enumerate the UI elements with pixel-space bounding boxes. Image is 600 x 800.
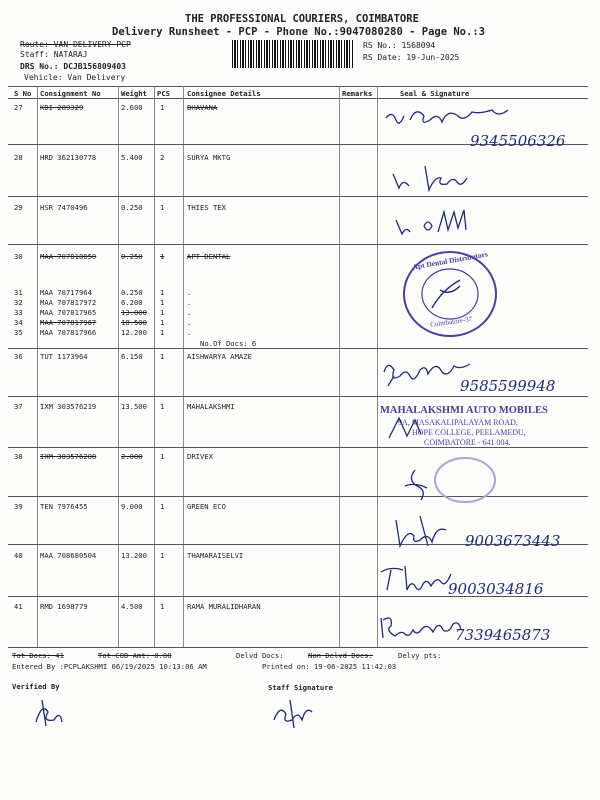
header-rule-top <box>8 86 588 87</box>
row-weight: 5.400 <box>121 153 143 162</box>
row-weight: 2.600 <box>121 103 143 112</box>
signature-row-37 <box>385 410 445 446</box>
row-separator <box>8 647 588 648</box>
row-sno: 29 <box>14 203 23 212</box>
row-pcs: 1 <box>160 203 165 212</box>
row-pcs: 2 <box>160 153 165 162</box>
row-sno: 32 <box>14 298 23 307</box>
row-pcs: 1 <box>160 318 165 327</box>
row-weight: 0.250 <box>121 288 143 297</box>
delivery-points: Delvy pts: <box>398 651 442 660</box>
stamp-dental-city: Coimbatore-37 <box>429 315 473 329</box>
row-sno: 33 <box>14 308 23 317</box>
row-consignment: IXM 303576219 <box>40 402 97 411</box>
row-consignment: RMD 1698779 <box>40 602 88 611</box>
phone-row-40: 9003034816 <box>448 580 544 598</box>
total-cod-amount: Tot COD Amt: 0.00 <box>98 651 172 660</box>
stamp-auto-name: MAHALAKSHMI AUTO MOBILES <box>380 405 548 416</box>
row-sno: 31 <box>14 288 23 297</box>
row-consignee: DRIVEX <box>187 452 213 461</box>
row-sno: 39 <box>14 502 23 511</box>
phone-row-41: 7339465873 <box>455 626 551 644</box>
signature-row-39 <box>390 510 470 554</box>
col-pcs: PCS <box>157 89 170 98</box>
row-weight: 2.000 <box>121 452 143 461</box>
col-divider <box>118 86 119 648</box>
row-weight: 9.000 <box>121 502 143 511</box>
row-consignment: IXM 303576208 <box>40 452 97 461</box>
row-weight: 6.150 <box>121 352 143 361</box>
row-pcs: 1 <box>160 288 165 297</box>
row-weight: 0.250 <box>121 203 143 212</box>
stamp-auto-line2: HOPE COLLEGE, PEELAMEDU, <box>412 428 526 437</box>
row-pcs: 1 <box>160 502 165 511</box>
rs-date: RS Date: 19-Jun-2025 <box>363 53 460 62</box>
row-consignee: . <box>187 298 192 307</box>
entered-by: Entered By :PCPLAKSHMI 06/19/2025 10:13:06 AM <box>12 662 207 671</box>
row-pcs: 1 <box>160 551 165 560</box>
row-separator <box>8 348 588 349</box>
staff-signature-label: Staff Signature <box>268 683 333 692</box>
col-divider <box>183 86 184 648</box>
phone-row-36: 9585599948 <box>460 377 556 395</box>
col-weight: Weight <box>121 89 147 98</box>
row-weight: 13.200 <box>121 551 147 560</box>
row-consignee: SURYA MKTG <box>187 153 231 162</box>
col-sno: S No <box>14 89 32 98</box>
row-consignee: THIES TEX <box>187 203 226 212</box>
row-consignment: MAA 707818050 <box>40 252 97 261</box>
row-pcs: 1 <box>160 252 165 261</box>
row-consignee: RAMA MURALIDHARAN <box>187 602 261 611</box>
row-consignee: MAHALAKSHMI <box>187 402 235 411</box>
header-rule-bottom <box>8 98 588 99</box>
row-weight: 6.200 <box>121 298 143 307</box>
row-pcs: 1 <box>160 452 165 461</box>
stamp-auto-line3: COIMBATORE - 641 004. <box>424 438 511 447</box>
row-consignment: MAA 707817972 <box>40 298 97 307</box>
row-sno: 40 <box>14 551 23 560</box>
row-separator <box>8 196 588 197</box>
col-consignment: Consignment No <box>40 89 101 98</box>
row-pcs: 1 <box>160 602 165 611</box>
row-consignee: GREEN ECO <box>187 502 226 511</box>
vehicle-field: Vehicle: Van Delivery <box>24 73 126 82</box>
row-separator <box>8 244 588 245</box>
row-consignee: . <box>187 308 192 317</box>
row-consignee: APT DENTAL <box>187 252 231 261</box>
row-consignee: . <box>187 318 192 327</box>
row-sno: 27 <box>14 103 23 112</box>
row-consignment: MAA 707817967 <box>40 318 97 327</box>
row-sno: 35 <box>14 328 23 337</box>
row-sno: 34 <box>14 318 23 327</box>
col-consignee: Consignee Details <box>187 89 261 98</box>
group-docs-note: No.Of Docs: 6 <box>200 339 257 348</box>
runsheet-subtitle: Delivery Runsheet - PCP - Phone No.:9047080280 - Page No.:3 <box>112 26 485 38</box>
row-pcs: 1 <box>160 328 165 337</box>
rs-number: RS No.: 1568094 <box>363 41 436 50</box>
row-consignment: MAA 70717964 <box>40 288 92 297</box>
staff-field: Staff: NATARAJ <box>20 50 88 59</box>
col-divider <box>339 86 340 648</box>
signature-row-38 <box>395 450 505 506</box>
row-pcs: 1 <box>160 352 165 361</box>
row-weight: 12.200 <box>121 328 147 337</box>
signature-row-28 <box>385 158 495 198</box>
row-pcs: 1 <box>160 308 165 317</box>
row-sno: 30 <box>14 252 23 261</box>
row-sno: 38 <box>14 452 23 461</box>
row-sno: 37 <box>14 402 23 411</box>
row-weight: 0.250 <box>121 252 143 261</box>
row-consignment: HSR 7470496 <box>40 203 88 212</box>
row-weight: 13.000 <box>121 308 147 317</box>
row-consignee: AISHWARYA AMAZE <box>187 352 252 361</box>
col-divider <box>154 86 155 648</box>
row-consignment: MAA 707817965 <box>40 308 97 317</box>
verified-signature <box>28 692 68 732</box>
row-consignee: . <box>187 328 192 337</box>
row-separator <box>8 447 588 448</box>
phone-row-39: 9003673443 <box>465 532 561 550</box>
row-weight: 13.500 <box>121 402 147 411</box>
phone-row-27: 9345506326 <box>470 132 566 150</box>
row-weight: 18.500 <box>121 318 147 327</box>
row-pcs: 1 <box>160 402 165 411</box>
staff-signature <box>268 694 318 734</box>
verified-by-label: Verified By <box>12 682 60 691</box>
total-docs: Tot Docs: 41 <box>12 651 64 660</box>
row-consignment: HRD 362130778 <box>40 153 97 162</box>
printed-on: Printed on: 19-06-2025 11:42:03 <box>262 662 397 671</box>
row-consignee: THAMARAISELVI <box>187 551 244 560</box>
row-sno: 36 <box>14 352 23 361</box>
row-sno: 41 <box>14 602 23 611</box>
non-delivered-docs: Non Delvd Docs: <box>308 651 373 660</box>
col-seal: Seal & Signature <box>400 89 470 98</box>
row-consignee: . <box>187 288 192 297</box>
stamp-auto-line1: 9A, MASAKALIPALAYAM ROAD, <box>398 418 518 427</box>
row-consignment: TEN 7976455 <box>40 502 88 511</box>
row-separator <box>8 396 588 397</box>
row-consignment: MAA 707817966 <box>40 328 97 337</box>
row-weight: 4.500 <box>121 602 143 611</box>
route-field: Route: VAN DELIVERY PCP <box>20 40 131 49</box>
drs-number: DRS No.: DCJB156809403 <box>20 62 126 71</box>
delivered-docs: Delvd Docs: <box>236 651 284 660</box>
row-sno: 28 <box>14 153 23 162</box>
row-consignment: KDI 289329 <box>40 103 84 112</box>
row-pcs: 1 <box>160 103 165 112</box>
company-name: THE PROFESSIONAL COURIERS, COIMBATORE <box>185 13 419 25</box>
row-consignment: MAA 708680504 <box>40 551 97 560</box>
signature-row-29 <box>390 206 500 246</box>
col-remarks: Remarks <box>342 89 373 98</box>
barcode <box>232 40 354 68</box>
row-pcs: 1 <box>160 298 165 307</box>
col-divider <box>37 86 38 648</box>
row-consignment: TUT 1173964 <box>40 352 88 361</box>
stamp-dental-name: Apt Dental Distributors <box>411 249 489 272</box>
row-consignee: BHAVANA <box>187 103 218 112</box>
